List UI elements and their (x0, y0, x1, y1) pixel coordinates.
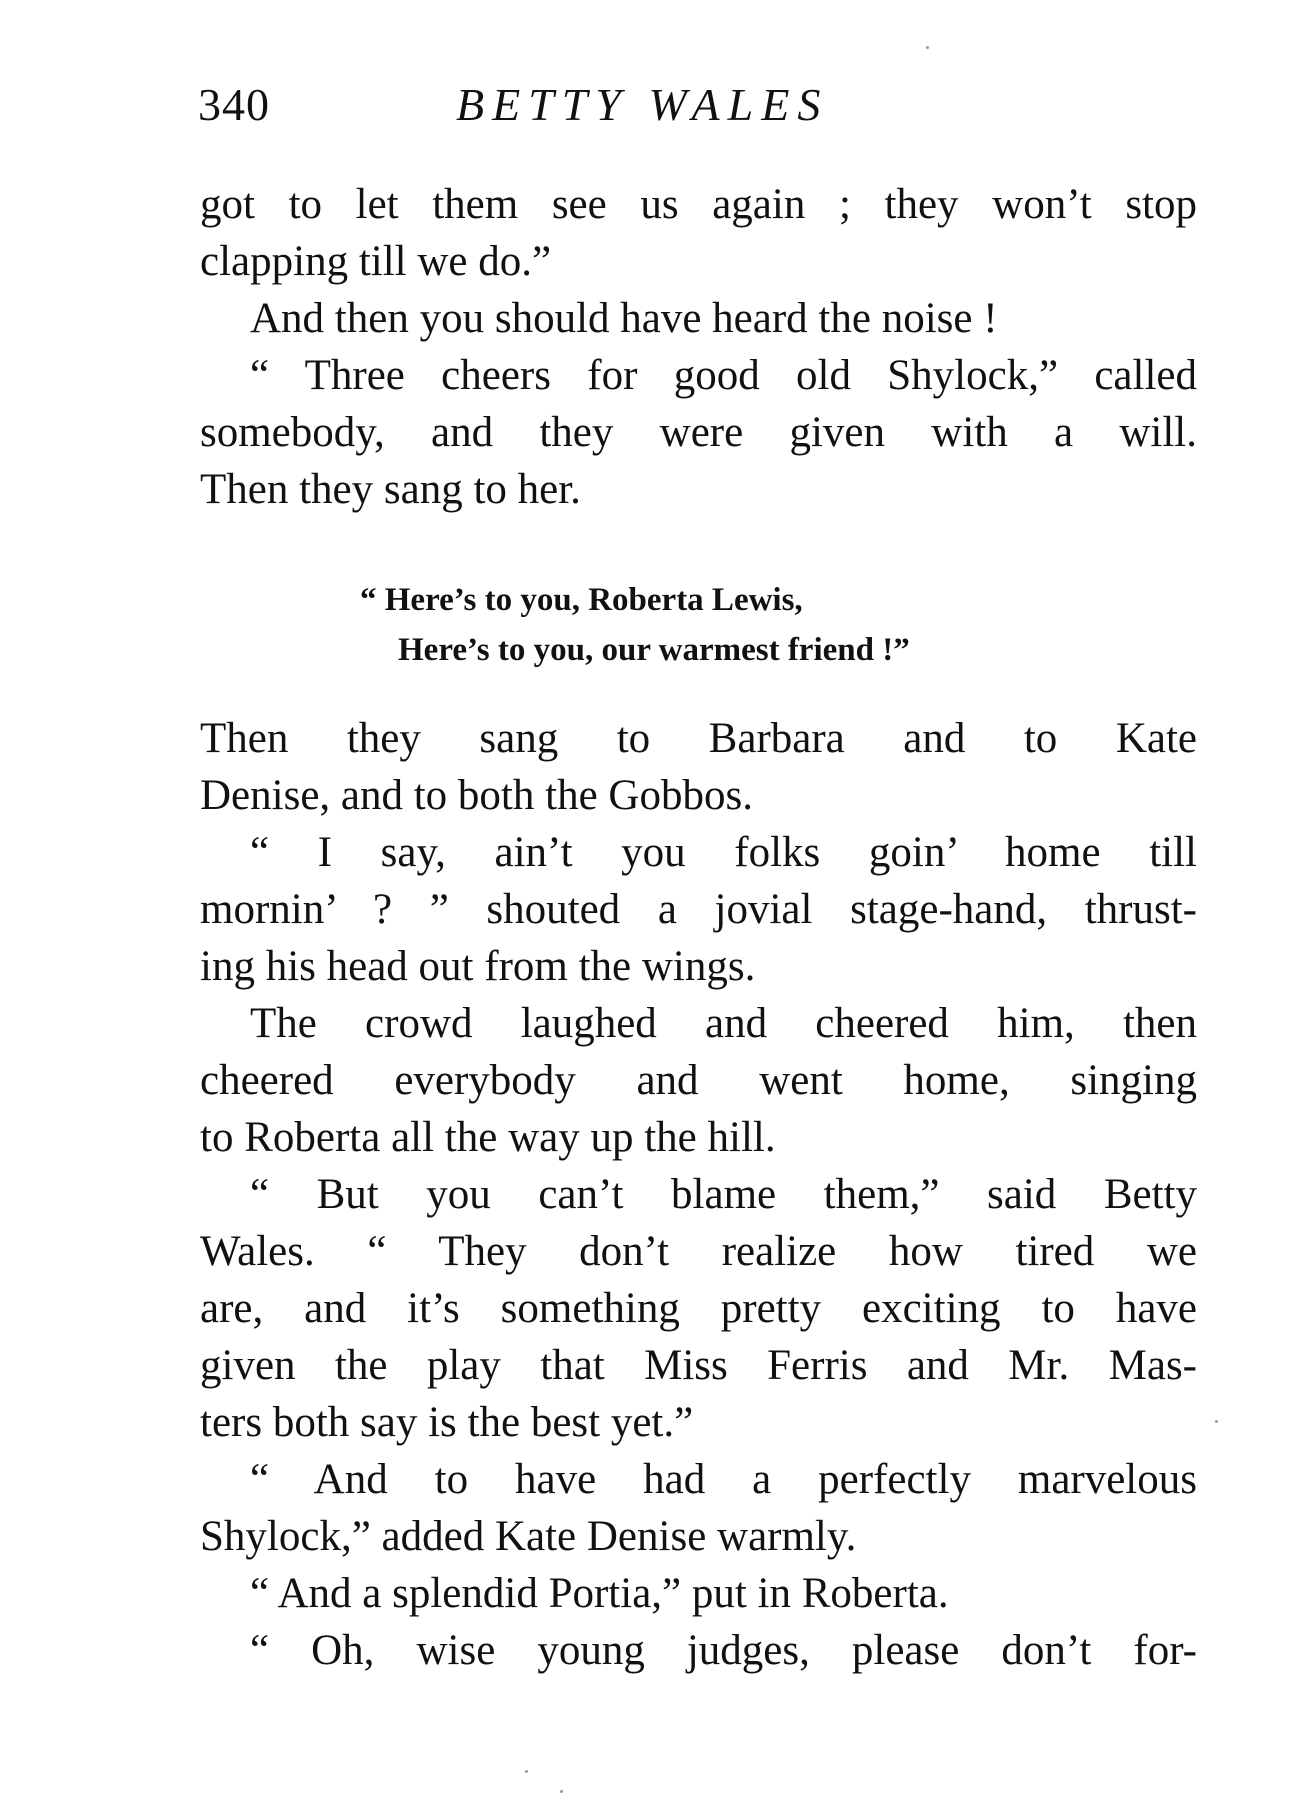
paragraph-line: “ I say, ain’t you folks goin’ home till (250, 829, 1197, 876)
paragraph-line: And then you should have heard the noise ! (250, 295, 998, 342)
text-block-lower (200, 710, 1197, 1679)
text-line: are, and it’s something pretty exciting to have (200, 1285, 1197, 1332)
text-line: to Roberta all the way up the hill. (200, 1114, 776, 1161)
verse-line: Here’s to you, our warmest friend !” (398, 632, 910, 668)
print-speck (560, 1790, 563, 1793)
paragraph-line: “ Three cheers for good old Shylock,” called (250, 352, 1197, 399)
text-line: cheered everybody and went home, singing (200, 1057, 1197, 1104)
paragraph-line: “ And to have had a perfectly marvelous (250, 1456, 1197, 1503)
text-line: Then they sang to Barbara and to Kate (200, 715, 1197, 762)
text-line: Shylock,” added Kate Denise warmly. (200, 1513, 857, 1560)
text-block-upper (200, 176, 1197, 518)
print-speck (1215, 1420, 1218, 1423)
text-line: given the play that Miss Ferris and Mr. Mas- (200, 1342, 1197, 1389)
print-speck (926, 46, 929, 49)
text-line: got to let them see us again ; they won’t stop (200, 181, 1197, 228)
text-line: ters both say is the best yet.” (200, 1399, 694, 1446)
text-line: ing his head out from the wings. (200, 943, 756, 990)
text-line: Then they sang to her. (200, 466, 581, 513)
paragraph-line: “ And a splendid Portia,” put in Roberta. (250, 1570, 949, 1617)
text-line: Wales. “ They don’t realize how tired we (200, 1228, 1197, 1275)
paragraph-line: “ But you can’t blame them,” said Betty (250, 1171, 1197, 1218)
running-title: BETTY WALES (456, 79, 829, 130)
paragraph-line: “ Oh, wise young judges, please don’t for- (250, 1627, 1197, 1674)
text-line: clapping till we do.” (200, 238, 552, 285)
text-line: mornin’ ? ” shouted a jovial stage-hand, thrust- (200, 886, 1197, 933)
paragraph-line: The crowd laughed and cheered him, then (250, 1000, 1197, 1047)
text-line: somebody, and they were given with a will. (200, 409, 1197, 456)
print-speck (525, 1770, 528, 1773)
text-line: Denise, and to both the Gobbos. (200, 772, 753, 819)
song-verse (360, 575, 910, 675)
page-header (198, 78, 1098, 148)
page-number: 340 (198, 79, 270, 130)
verse-line: “ Here’s to you, Roberta Lewis, (360, 582, 803, 618)
